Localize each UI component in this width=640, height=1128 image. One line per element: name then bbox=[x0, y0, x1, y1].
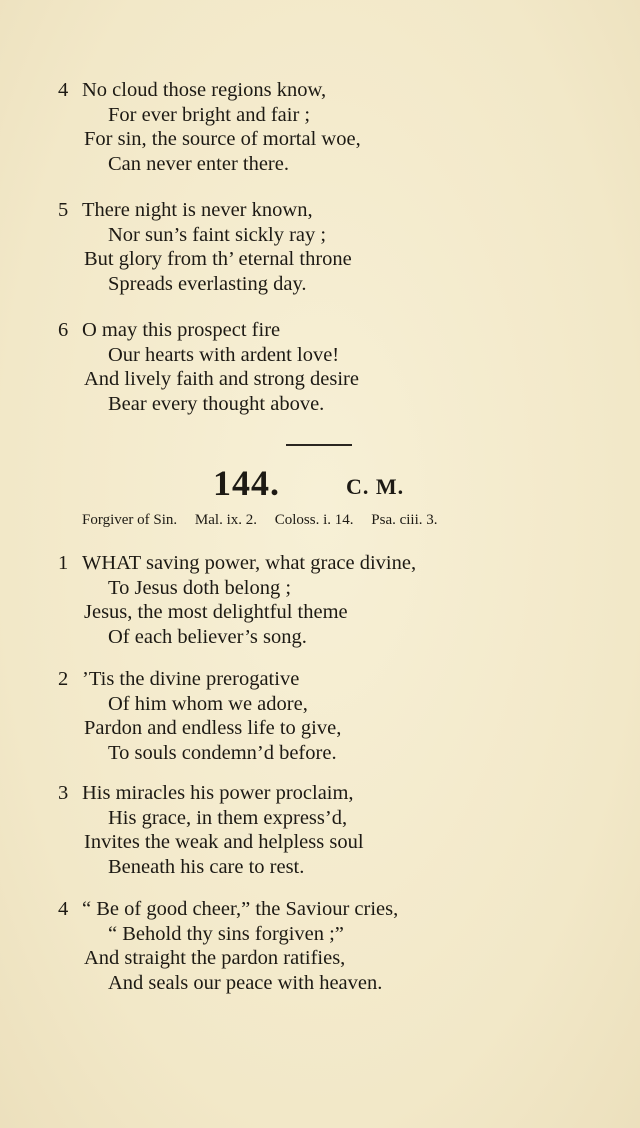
stanza-line: Spreads everlasting day. bbox=[108, 272, 307, 295]
stanza-line: Nor sun’s faint sickly ray ; bbox=[108, 223, 327, 246]
prev-stanza-6 bbox=[58, 318, 618, 416]
stanza-line: 4 No cloud those regions know, bbox=[58, 79, 327, 101]
stanza-line: Of each believer’s song. bbox=[108, 625, 307, 648]
stanza-line: Can never enter there. bbox=[108, 152, 289, 175]
stanza-line: His grace, in them express’d, bbox=[108, 806, 348, 829]
stanza-number: 3 bbox=[58, 782, 69, 804]
stanza-line: “ Behold thy sins forgiven ;” bbox=[108, 922, 344, 945]
hymn-number: 144. bbox=[213, 463, 280, 503]
stanza-line: 1 WHAT saving power, what grace divine, bbox=[58, 552, 417, 574]
stanza-line: 3 His miracles his power proclaim, bbox=[58, 782, 354, 804]
scripture-reference: Mal. ix. 2. bbox=[194, 512, 257, 528]
stanza-2 bbox=[58, 667, 618, 765]
stanza-line: 4 “ Be of good cheer,” the Saviour cries, bbox=[58, 898, 399, 920]
stanza-line: Bear every thought above. bbox=[108, 392, 325, 415]
stanza-line: To Jesus doth belong ; bbox=[108, 576, 292, 599]
stanza-line: Our hearts with ardent love! bbox=[108, 343, 340, 366]
stanza-line: For sin, the source of mortal woe, bbox=[84, 128, 361, 150]
stanza-line: And lively faith and strong desire bbox=[84, 368, 359, 390]
stanza-line: Of him whom we adore, bbox=[108, 692, 308, 715]
stanza-line: To souls condemn’d before. bbox=[108, 741, 337, 764]
stanza-3 bbox=[58, 781, 618, 879]
stanza-line: But glory from th’ eternal throne bbox=[84, 248, 352, 270]
scripture-reference: Coloss. i. 14. bbox=[274, 512, 354, 528]
stanza-line: Beneath his care to rest. bbox=[108, 855, 305, 878]
hymn-meter: C. M. bbox=[346, 474, 405, 499]
hymn-subject-line bbox=[82, 512, 438, 529]
stanza-1 bbox=[58, 551, 618, 649]
stanza-line: Pardon and endless life to give, bbox=[84, 717, 342, 739]
stanza-number: 2 bbox=[58, 668, 69, 690]
stanza-line: For ever bright and fair ; bbox=[108, 103, 311, 126]
stanza-line: 6 O may this prospect fire bbox=[58, 319, 281, 341]
prev-stanza-4 bbox=[58, 78, 618, 176]
stanza-line: 5 There night is never known, bbox=[58, 199, 313, 221]
scripture-reference: Psa. ciii. 3. bbox=[371, 512, 438, 528]
stanza-4 bbox=[58, 897, 618, 995]
stanza-number: 1 bbox=[58, 552, 69, 574]
stanza-line: Jesus, the most delightful theme bbox=[84, 601, 348, 623]
stanza-number: 6 bbox=[58, 319, 69, 341]
stanza-number: 4 bbox=[58, 79, 69, 101]
stanza-line: Invites the weak and helpless soul bbox=[84, 831, 364, 853]
hymn-subject: Forgiver of Sin. bbox=[82, 512, 178, 528]
stanza-line: And seals our peace with heaven. bbox=[108, 971, 383, 994]
stanza-number: 5 bbox=[58, 199, 69, 221]
section-divider bbox=[286, 444, 352, 446]
prev-stanza-5 bbox=[58, 198, 618, 296]
stanza-line: And straight the pardon ratifies, bbox=[84, 947, 346, 969]
stanza-line: 2 ’Tis the divine prerogative bbox=[58, 668, 300, 690]
stanza-number: 4 bbox=[58, 898, 69, 920]
